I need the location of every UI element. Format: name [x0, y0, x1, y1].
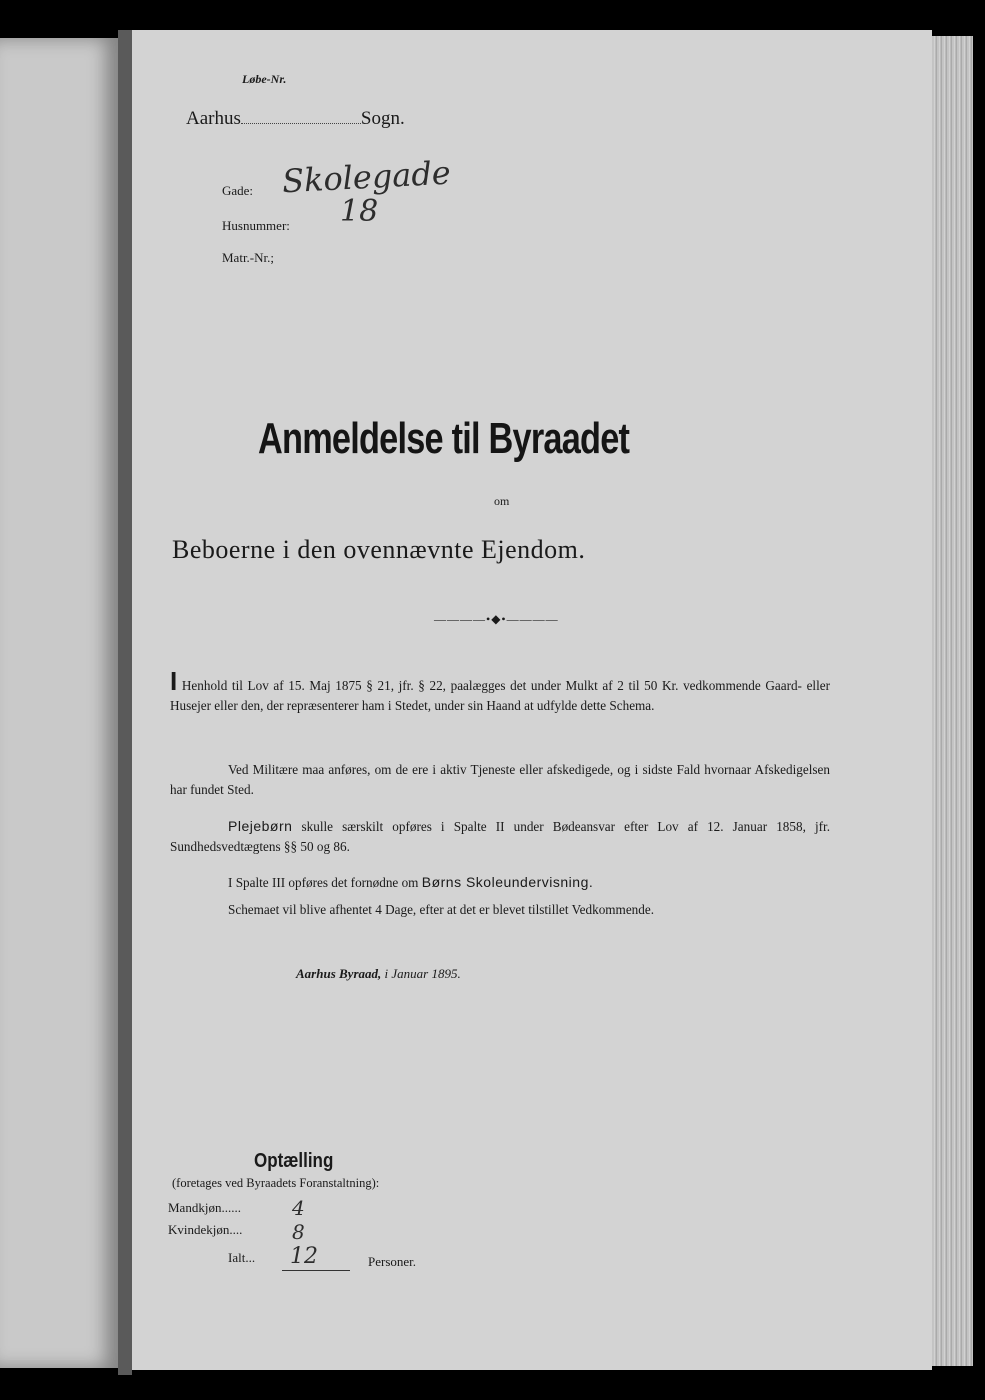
left-page — [0, 38, 118, 1368]
page-subtitle: Beboerne i den ovennævnte Ejendom. — [172, 535, 586, 564]
gade-value: Skolegade — [281, 153, 452, 201]
om-word: om — [494, 494, 510, 508]
paragraph-4 — [228, 872, 593, 893]
signature-authority: Aarhus Byraad, — [296, 966, 382, 981]
husnummer-value: 18 — [340, 194, 379, 229]
parish-blank — [241, 109, 361, 124]
city-name: Aarhus — [186, 108, 241, 129]
female-value: 8 — [292, 1220, 305, 1244]
paragraph-2: Ved Militære maa anføres, om de ere i aktiv Tjeneste eller afskedigede, og i sidste Fald hvornaar Afskedigelsen har fundet Sted. — [170, 762, 830, 797]
paragraph-5: Schemaet vil blive afhentet 4 Dage, efter at det er blevet tilstillet Vedkommende. — [228, 902, 655, 917]
female-label: Kvindekjøn.... — [168, 1222, 243, 1237]
book-gutter — [118, 30, 132, 1375]
paragraph-4-text: I Spalte III opføres det fornødne om — [228, 875, 422, 890]
paragraph-3-text: skulle særskilt opføres i Spalte II under Bødeansvar efter Lov af 12. Januar 1858, jfr. Sundhedsvedtægtens §§ 50 og 86. — [170, 819, 830, 854]
paragraph-1 — [170, 666, 831, 716]
signature-line — [296, 966, 461, 982]
husnummer-label: Husnummer: — [222, 218, 290, 233]
count-note: (foretages ved Byraadets Foranstaltning): — [172, 1176, 380, 1190]
total-label: Ialt... — [228, 1250, 256, 1265]
parish-line — [186, 108, 405, 130]
total-unit: Personer. — [368, 1254, 417, 1269]
male-value: 4 — [292, 1196, 305, 1220]
count-heading: Optælling — [254, 1150, 334, 1172]
signature-date: i Januar 1895. — [384, 966, 461, 981]
male-label: Mandkjøn...... — [168, 1200, 241, 1215]
page-title: Anmeldelse til Byraadet — [258, 414, 630, 463]
matr-label: Matr.-Nr.; — [222, 250, 274, 265]
total-value: 12 — [290, 1244, 318, 1269]
page-edges — [928, 36, 973, 1366]
skoleundervisning-emphasis: Børns Skoleundervisning. — [421, 874, 594, 890]
total-underline — [282, 1270, 350, 1271]
lobe-nr-label: Løbe-Nr. — [242, 72, 287, 86]
ornament-divider: ————•◆•———— — [434, 612, 559, 626]
drop-cap: I — [170, 666, 178, 696]
paragraph-1-text: Henhold til Lov af 15. Maj 1875 § 21, jfr. § 22, paalægges det under Mulkt af 2 til 50 Kr. vedkommende Gaard- eller Husejer eller den, der repræsenterer ham i Stedet, under sin Haand at udfylde dette Schema. — [170, 678, 831, 713]
document-page — [132, 30, 932, 1370]
sogn-label: Sogn. — [360, 108, 405, 129]
paragraph-3 — [170, 816, 830, 857]
plejeborn-lead: Plejebørn — [228, 818, 293, 834]
gade-label: Gade: — [222, 183, 254, 198]
